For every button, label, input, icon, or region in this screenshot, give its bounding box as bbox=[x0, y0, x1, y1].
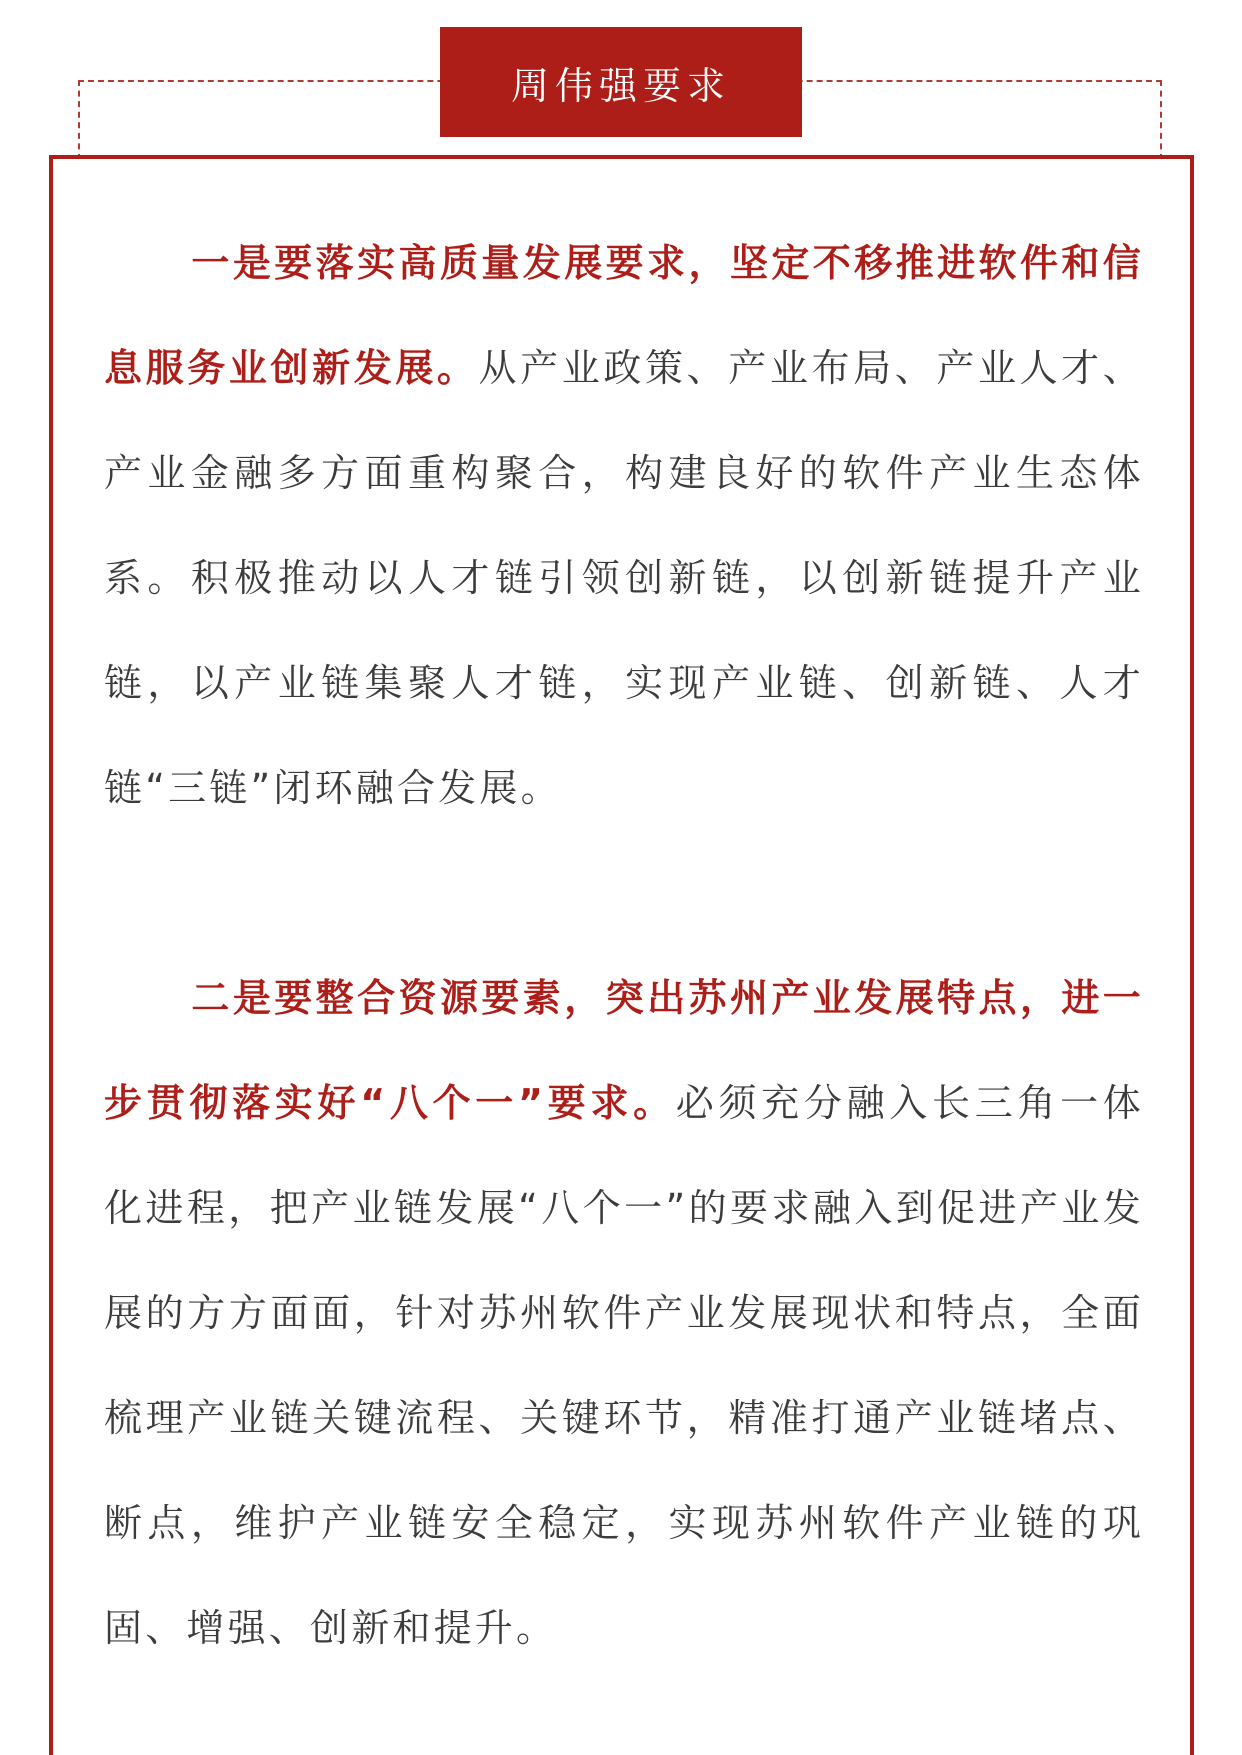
content-panel bbox=[49, 155, 1194, 1755]
section-title-text: 周伟强要求 bbox=[510, 63, 731, 108]
paragraph-2 bbox=[104, 946, 1144, 1681]
section-title bbox=[440, 27, 802, 137]
content-body bbox=[104, 211, 1144, 1681]
paragraph-2-lead: 二是要整合资源要素，突出苏州产业发展特点，进一步贯彻落实好“八个一”要求。 bbox=[104, 976, 1144, 1125]
paragraph-2-body: 必须充分融入长三角一体化进程，把产业链发展“八个一”的要求融入到促进产业发展的方方面面，针对苏州软件产业发展现状和特点，全面梳理产业链关键流程、关键环节，精准打通产业链堵点、断点，维护产业链安全稳定，实现苏州软件产业链的巩固、增强、创新和提升。 bbox=[104, 1081, 1144, 1650]
paragraph-1 bbox=[104, 211, 1144, 841]
paragraph-1-body: 从产业政策、产业布局、产业人才、产业金融多方面重构聚合，构建良好的软件产业生态体系。积极推动以人才链引领创新链，以创新链提升产业链，以产业链集聚人才链，实现产业链、创新链、人才链“三链”闭环融合发展。 bbox=[104, 346, 1144, 810]
paragraph-1-lead: 一是要落实高质量发展要求，坚定不移推进软件和信息服务业创新发展。 bbox=[104, 241, 1144, 390]
